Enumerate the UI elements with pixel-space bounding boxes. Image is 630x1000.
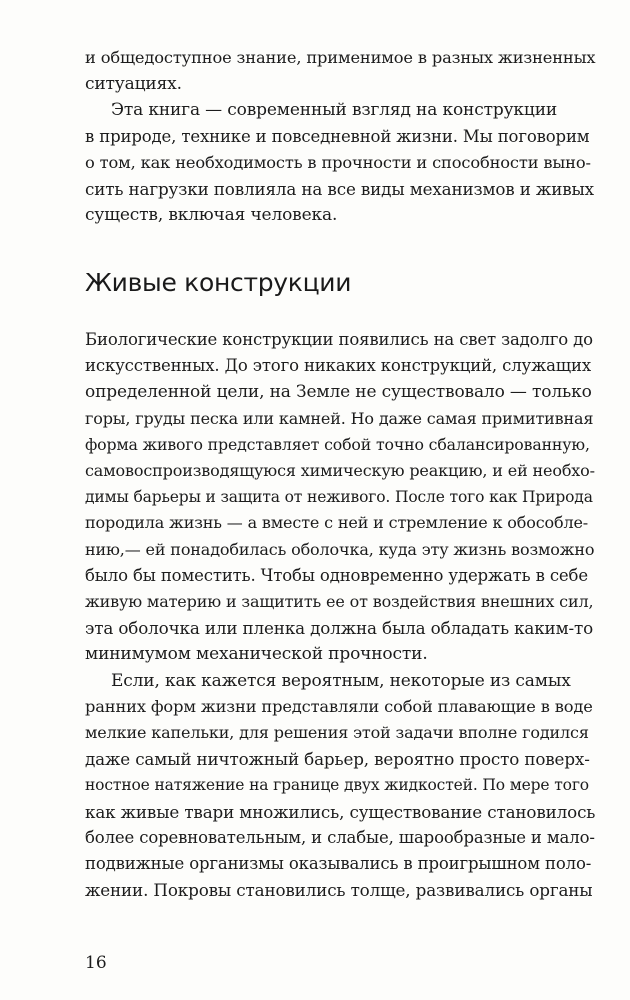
text-line: самовоспроизводящуюся химическую реакцию, и ей необхо- [85,460,595,480]
text-line: Если, как кажется вероятным, некоторые из самых [111,670,571,691]
text-line: эта оболочка или пленка должна была обладать каким-то [85,618,594,639]
text-line: мелкие капельки, для решения этой задачи вполне годился [85,722,589,742]
section-heading: Живые конструкции [85,268,352,297]
text-line: Эта книга — современный взгляд на конструкции [111,100,558,121]
paragraph-section-1 [85,327,595,667]
page-number: 16 [85,953,107,973]
text-line: Биологические конструкции появились на свет задолго до [85,330,593,349]
text-line: более соревновательным, и слабые, шарообразные и мало- [85,827,595,847]
text-line: искусственных. До этого никаких конструкций, служащих [85,356,591,376]
text-line: ранних форм жизни представляли собой плавающие в воде [85,696,593,716]
paragraph-intro [85,97,595,228]
text-line: ностное натяжение на границе двух жидкостей. По мере того [85,776,589,795]
text-line: существ, включая человека. [85,205,338,226]
paragraph-continuation [85,45,595,97]
paragraph-section-2 [85,668,595,904]
text-line: в природе, технике и повседневной жизни. Мы поговорим [85,126,590,146]
text-line: форма живого представляет собой точно сбалансированную, [85,434,590,454]
text-line: димы барьеры и защита от неживого. После того как Природа [85,488,593,507]
text-line: живую материю и защитить ее от воздействия внешних сил, [85,591,594,611]
text-line: жении. Покровы становились толще, развивались органы [85,880,593,901]
text-line: горы, груды песка или камней. Но даже самая примитивная [85,408,594,428]
text-line: нию,— ей понадобилась оболочка, куда эту жизнь возможно [85,539,595,559]
text-line: как живые твари множились, существование становилось [85,801,596,822]
text-line: даже самый ничтожный барьер, вероятно просто поверх- [85,749,590,770]
text-line: сить нагрузки повлияла на все виды механизмов и живых [85,178,594,199]
text-line: было бы поместить. Чтобы одновременно удержать в себе [85,565,588,585]
text-line: минимумом механической прочности. [85,644,428,665]
text-line: подвижные организмы оказывались в проигрышном поло- [85,853,592,873]
text-line: породила жизнь — а вместе с ней и стремление к обособле- [85,513,589,533]
text-line: и общедоступное знание, применимое в разных жизненных [85,48,596,67]
text-line: о том, как необходимость в прочности и способности выно- [85,152,591,172]
text-line: определенной цели, на Земле не существовало — только [85,382,592,403]
text-line: ситуациях. [85,74,182,95]
